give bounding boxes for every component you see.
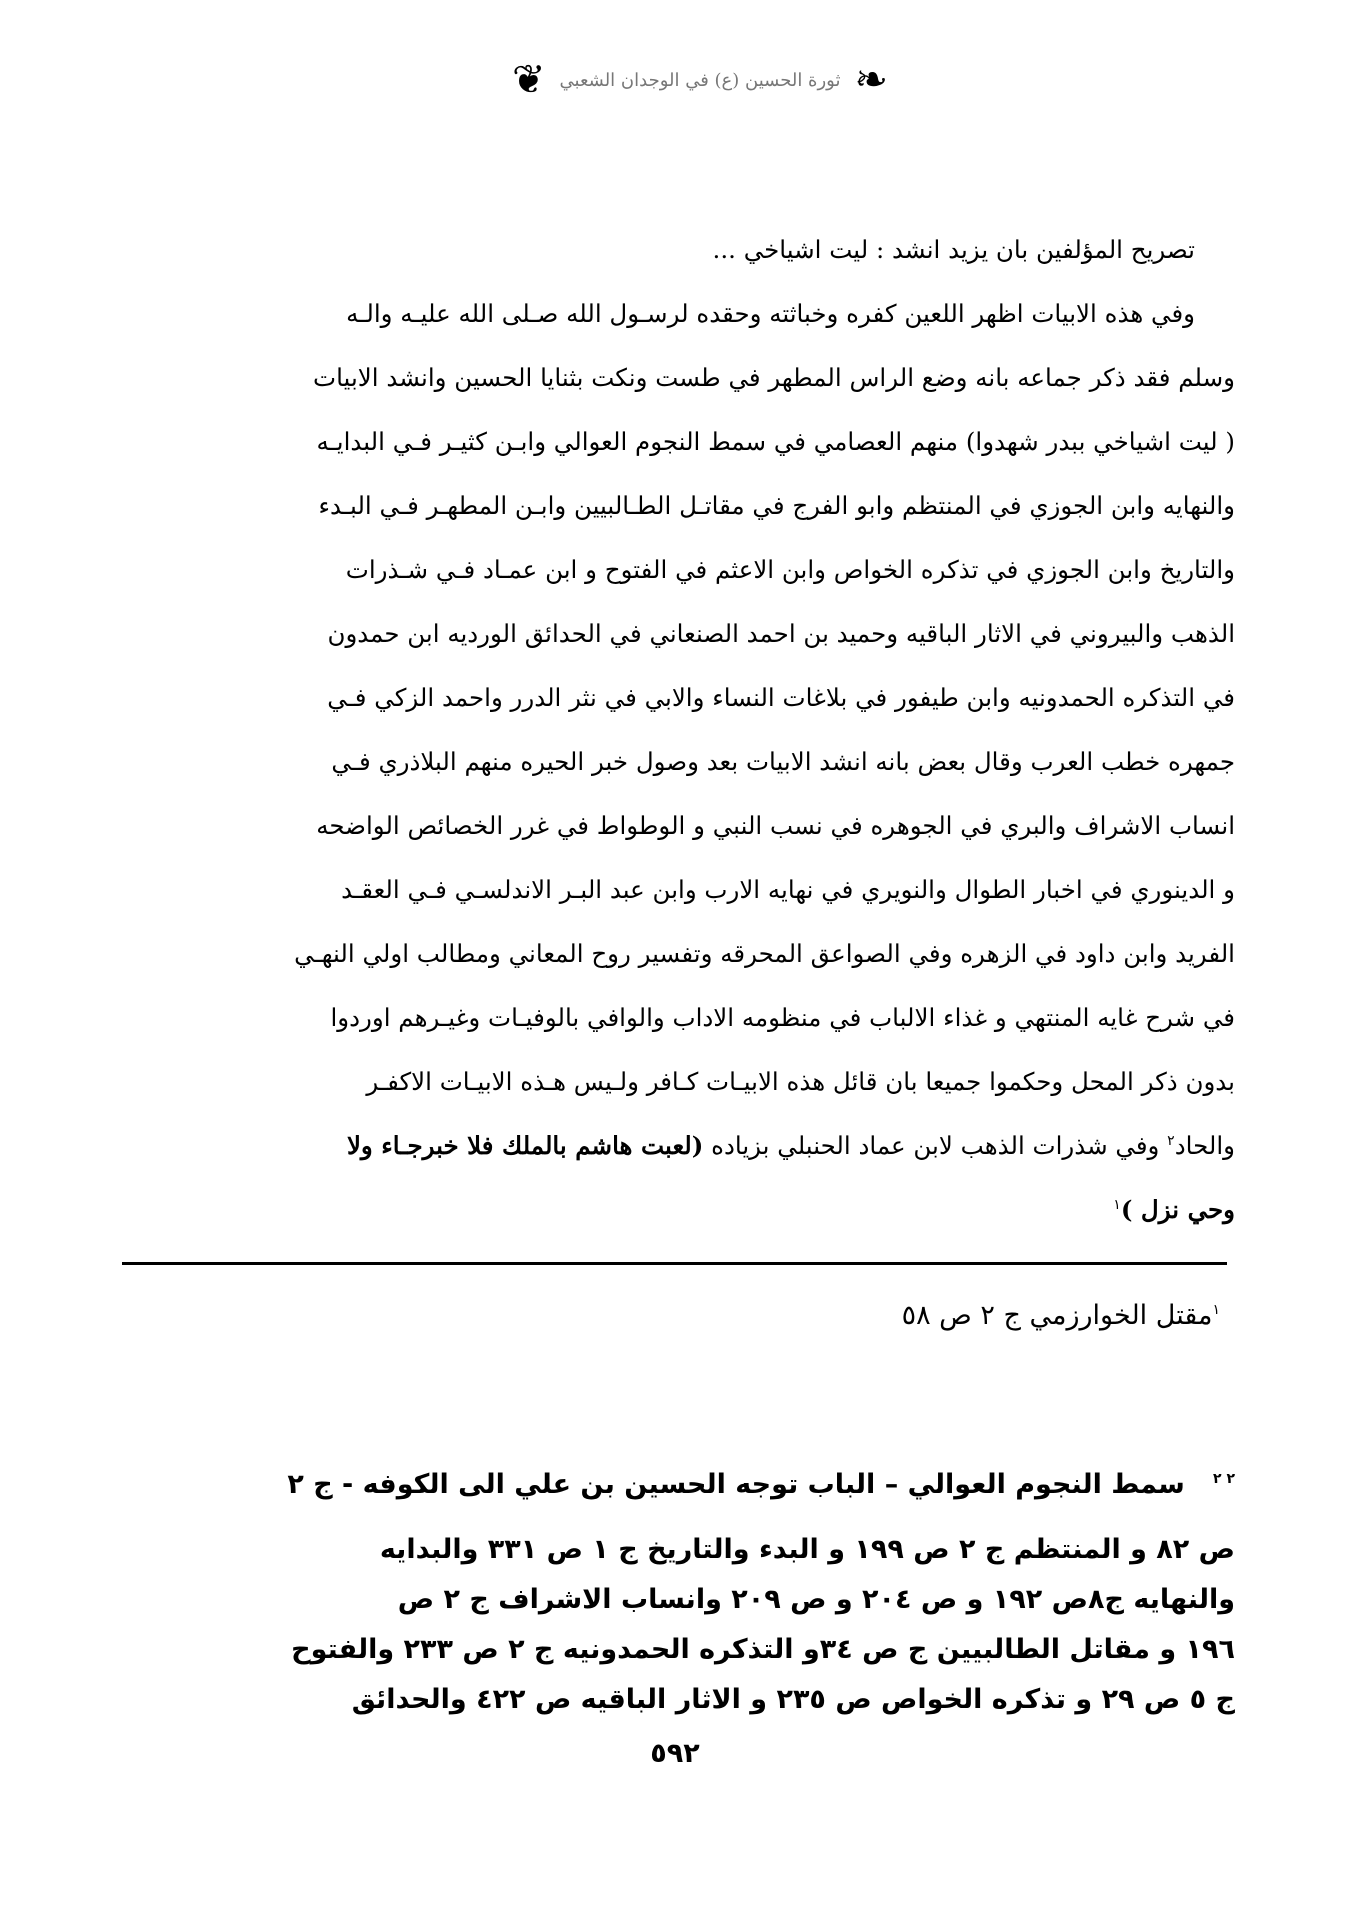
footnote-marker: ٢ ٢ [1213, 1471, 1235, 1487]
footnote-text: مقتل الخوارزمي ج ٢ ص ٥٨ [901, 1300, 1213, 1331]
body-line: والنهايه وابن الجوزي في المنتظم وابو الفرج في مقاتـل الطـالبيين وابـن المطهـر فـي البـدء [318, 491, 1235, 520]
body-fragment: والحاد [1174, 1131, 1235, 1160]
footnote-1 [700, 1300, 1220, 1331]
running-header [480, 58, 920, 102]
body-line: الفريد وابن داود في الزهره وفي الصواعق المحرقه وتفسير روح المعاني ومطالب اولي النهـي [294, 939, 1235, 968]
body-line: بدون ذكر المحل وحكموا جميعا بان قائل هذه الابيـات كـافر ولـيس هـذه الابيـات الاكفـر [366, 1067, 1235, 1096]
body-line: في التذكره الحمدونيه وابن طيفور في بلاغات النساء والابي في نثر الدرر واحمد الزكي فـي [327, 683, 1235, 712]
footnote-2 [120, 1455, 1235, 1725]
body-line: ( ليت اشياخي ببدر شهدوا) منهم العصامي في سمط النجوم العوالي وابـن كثيـر فـي البدايـه [316, 427, 1235, 456]
ornament-icon: ❦ [512, 57, 546, 103]
body-line: جمهره خطب العرب وقال بعض بانه انشد الابيات بعد وصول خبر الحيره منهم البلاذري فـي [331, 747, 1235, 776]
quoted-verse-end: وحي نزل ) [1120, 1195, 1235, 1224]
body-line [125, 1114, 1235, 1178]
quoted-verse: (لعبت هاشم بالملك فلا خبرجـاء ولا [346, 1131, 704, 1160]
body-text [125, 218, 1235, 1242]
footnote-text: سمط النجوم العوالي – الباب توجه الحسين بن علي الى الكوفه - ج ٢ [287, 1469, 1185, 1500]
footnote-line: ص ٨٢ و المنتظم ج ٢ ص ١٩٩ و البدء والتاريخ ج ١ ص ٣٣١ والبدايه [379, 1534, 1235, 1565]
ornament-icon: ❧ [854, 57, 888, 103]
footnote-ref: ١ [1113, 1196, 1121, 1213]
footnote-ref: ٢ [1167, 1132, 1175, 1149]
body-line [125, 1178, 1235, 1242]
footnote-marker: ١ [1212, 1302, 1220, 1318]
running-title: ثورة الحسين (ع) في الوجدان الشعبي [559, 69, 841, 91]
footnote-line: ١٩٦ و مقاتل الطالبيين ج ص ٣٤و التذكره الحمدونيه ج ٢ ص ٢٣٣ والفتوح [291, 1634, 1235, 1665]
footnote-line: والنهايه ج٨ص ١٩٢ و ص ٢٠٤ و ص ٢٠٩ وانساب الاشراف ج ٢ ص [397, 1584, 1235, 1615]
body-line: والتاريخ وابن الجوزي في تذكره الخواص وابن الاعثم في الفتوح و ابن عمـاد فـي شـذرات [345, 555, 1235, 584]
body-line: تصريح المؤلفين بان يزيد انشد : ليت اشياخي ... [712, 235, 1195, 264]
body-line: و الدينوري في اخبار الطوال والنويري في نهايه الارب وابن عبد البـر الاندلسـي فـي العقـد [341, 875, 1235, 904]
page-number: ٥٩٢ [650, 1738, 700, 1769]
body-fragment: وفي شذرات الذهب لابن عماد الحنبلي بزياده [703, 1131, 1168, 1160]
footnote-separator [122, 1262, 1227, 1265]
footnote-line: ج ٥ ص ٢٩ و تذكره الخواص ص ٢٣٥ و الاثار الباقيه ص ٤٢٢ والحدائق [351, 1684, 1235, 1715]
body-line: في شرح غايه المنتهي و غذاء الالباب في منظومه الاداب والوافي بالوفيـات وغيـرهم اوردوا [330, 1003, 1235, 1032]
body-line: وفي هذه الابيات اظهر اللعين كفره وخباثته وحقده لرسـول الله صـلى الله عليـه والـه [346, 299, 1195, 328]
body-line: الذهب والبيروني في الاثار الباقيه وحميد بن احمد الصنعاني في الحدائق الورديه ابن حمدون [327, 619, 1235, 648]
body-line: انساب الاشراف والبري في الجوهره في نسب النبي و الوطواط في غرر الخصائص الواضحه [316, 811, 1235, 840]
footnote-line [120, 1455, 1235, 1525]
body-line: وسلم فقد ذكر جماعه بانه وضع الراس المطهر في طست ونكت بثنايا الحسين وانشد الابيات [313, 363, 1235, 392]
